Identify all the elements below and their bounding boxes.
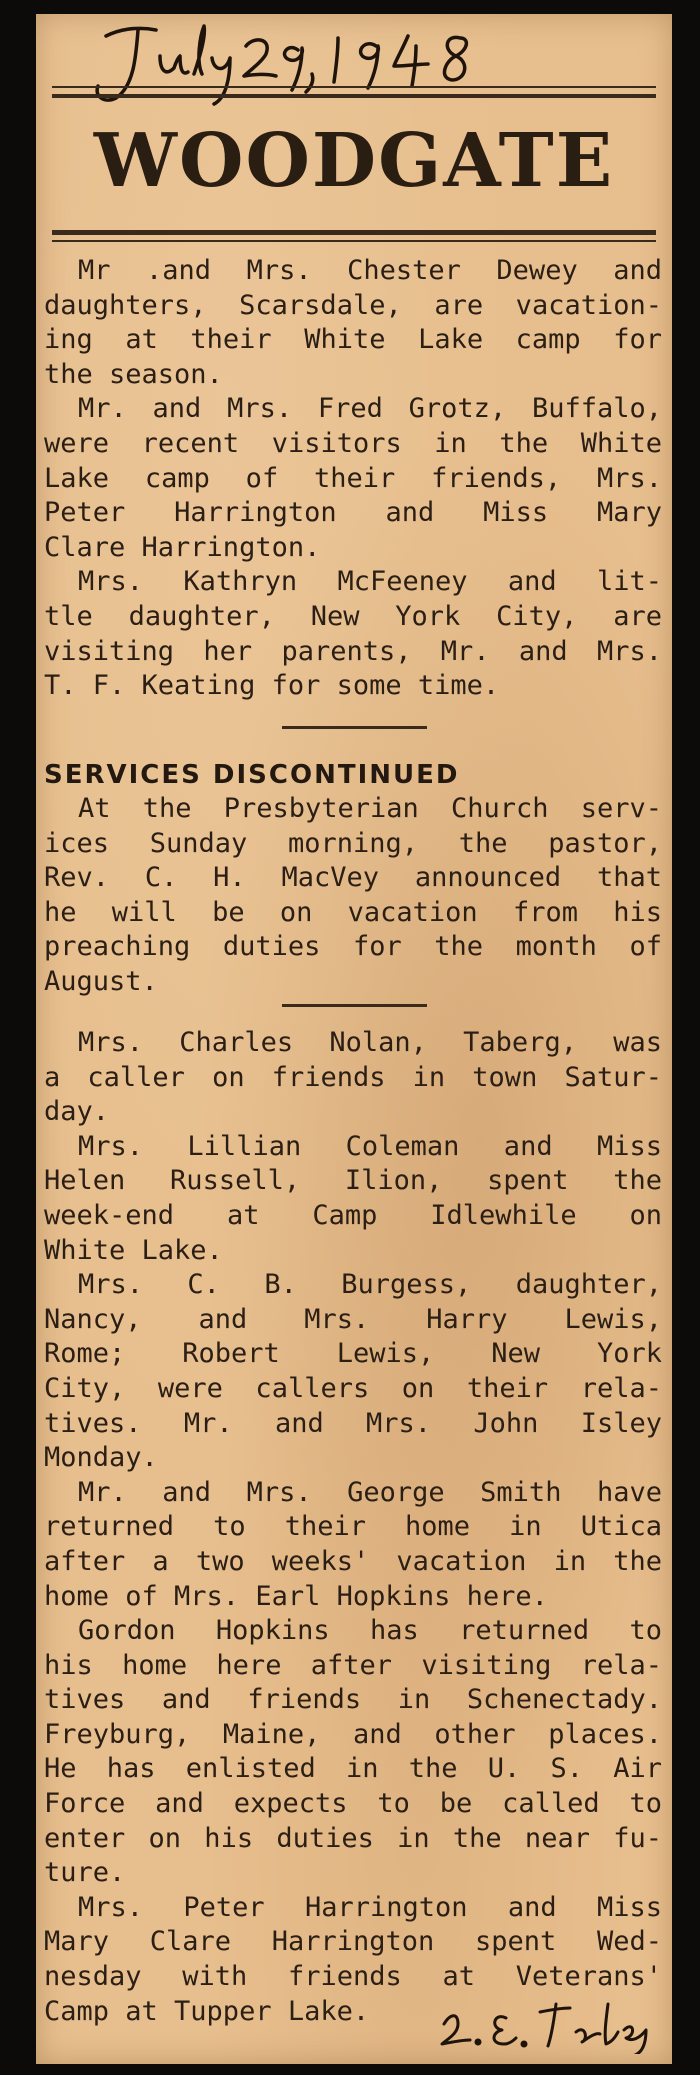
text-line: White Lake. [44, 1234, 223, 1266]
news-items-block-3 [44, 1026, 662, 2029]
text-line: daughters, Scarsdale, are vacation- [44, 289, 662, 321]
newspaper-clipping [36, 14, 672, 2064]
text-line: home of Mrs. Earl Hopkins here. [44, 1580, 548, 1612]
text-line: Mrs. Charles Nolan, Taberg, was [78, 1027, 662, 1058]
text-line: Monday. [44, 1442, 158, 1474]
headline-rule-thick [52, 230, 656, 235]
text-line: ing at their White Lake camp for [44, 324, 662, 356]
top-rule-thick [52, 94, 656, 98]
section-divider-1 [282, 726, 427, 729]
text-line: visiting her parents, Mr. and Mrs. [44, 635, 662, 667]
text-line: enter on his duties in the near fu- [44, 1822, 662, 1854]
news-items-block-1 [44, 254, 662, 704]
text-line: tle daughter, New York City, are [44, 600, 662, 632]
text-line: day. [44, 1096, 110, 1128]
text-line: August. [44, 965, 158, 997]
text-line: Nancy, and Mrs. Harry Lewis, [44, 1303, 662, 1335]
text-line: Lake camp of their friends, Mrs. [44, 462, 662, 494]
text-line: At the Presbyterian Church serv- [78, 793, 662, 824]
text-line: returned to their home in Utica [44, 1511, 662, 1543]
text-line: ture. [44, 1857, 126, 1889]
text-line: T. F. Keating for some time. [44, 670, 500, 702]
text-line: week-end at Camp Idlewhile on [44, 1199, 662, 1231]
text-line: Camp at Tupper Lake. [44, 1995, 370, 2027]
headline-rule-thin [52, 240, 656, 242]
text-line: ices Sunday morning, the pastor, [44, 827, 662, 859]
text-line: Mr. and Mrs. George Smith have [78, 1476, 662, 1508]
text-line: Helen Russell, Ilion, spent the [44, 1165, 662, 1197]
text-line: Rome; Robert Lewis, New York [44, 1338, 662, 1370]
text-line: a caller on friends in town Satur- [44, 1061, 662, 1093]
text-line: tives. Mr. and Mrs. John Isley [44, 1407, 662, 1439]
text-line: City, were callers on their rela- [44, 1372, 662, 1404]
text-line: Mary Clare Harrington spent Wed- [44, 1926, 662, 1958]
text-line: after a two weeks' vacation in the [44, 1545, 662, 1577]
text-line: Freyburg, Maine, and other places. [44, 1718, 662, 1750]
text-line: Mrs. C. B. Burgess, daughter, [78, 1269, 662, 1301]
top-rule-thin [52, 86, 656, 88]
text-line: Rev. C. H. MacVey announced that [44, 862, 662, 894]
text-line: the season. [44, 358, 223, 390]
text-line: Mr .and Mrs. Chester Dewey and [78, 255, 662, 286]
text-line: Mrs. Kathryn McFeeney and lit- [78, 566, 662, 598]
text-line: preaching duties for the month of [44, 931, 662, 963]
text-line: Gordon Hopkins has returned to [78, 1615, 662, 1647]
text-line: Clare Harrington. [44, 531, 321, 563]
text-line: He has enlisted in the U. S. Air [44, 1753, 662, 1785]
text-line: were recent visitors in the White [44, 427, 662, 459]
subheading-services-discontinued: SERVICES DISCONTINUED [44, 760, 460, 790]
text-line: Mr. and Mrs. Fred Grotz, Buffalo, [78, 393, 662, 425]
text-line: his home here after visiting rela- [44, 1649, 662, 1681]
text-line: Mrs. Peter Harrington and Miss [78, 1891, 662, 1923]
handwritten-signature [436, 1984, 666, 2054]
headline: WOODGATE [93, 118, 615, 204]
text-line: Peter Harrington and Miss Mary [44, 497, 662, 529]
text-line: Force and expects to be called to [44, 1788, 662, 1820]
text-line: Mrs. Lillian Coleman and Miss [78, 1130, 662, 1162]
news-items-block-2 [44, 792, 662, 1000]
text-line: tives and friends in Schenectady. [44, 1684, 662, 1716]
section-divider-2 [282, 1004, 427, 1007]
text-line: he will be on vacation from his [44, 896, 662, 928]
text-line: nesday with friends at Veterans' [44, 1961, 662, 1993]
